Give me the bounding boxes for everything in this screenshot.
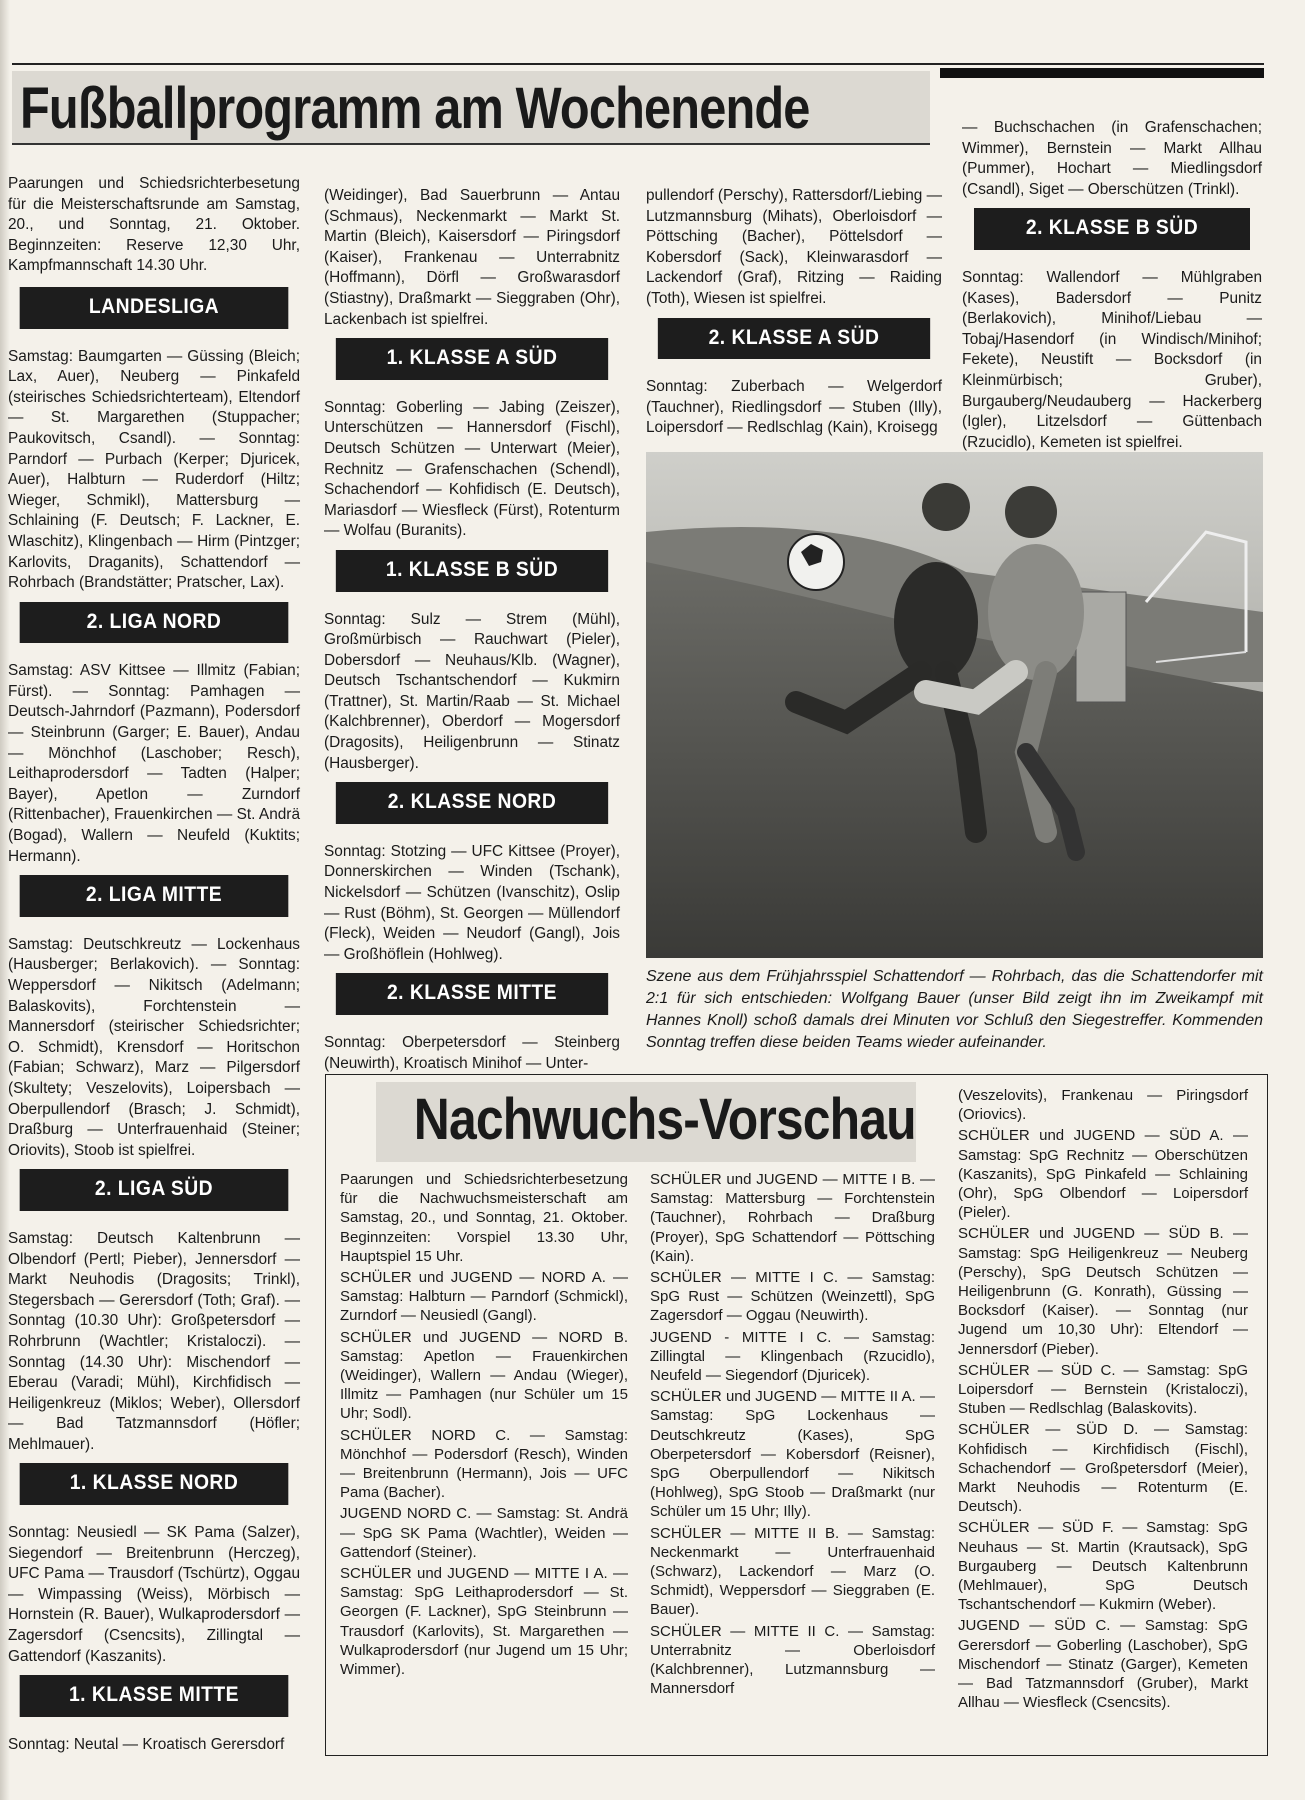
nachwuchs-schueler-sued-f: SCHÜLER — SÜD F. — Samstag: SpG Neuhaus — St. Martin (Krautsack), SpG Burgauberg — Deutsch Kaltenbrunn (Mehlmauer), SpG Deutsch Tschantschendorf — Kukmirn (Weber). (958, 1519, 1248, 1614)
col3-continuation: pullendorf (Perschy), Rattersdorf/Liebing — Lutzmannsburg (Mihats), Oberloisdorf — Pöttsching (Bacher), Pöttelsdorf — Kobersdorf (Sack), Kleinwarasdorf — Lackendorf (Graf), Ritzing — Raiding (Toth), Wiesen ist spielfrei. (646, 187, 942, 307)
nachwuchs-jugend-mitte-1c: JUGEND - MITTE I C. — Samstag: Zillingtal — Klingenbach (Rzucidlo), Neufeld — Siegendorf (Djuricek). (650, 1328, 935, 1385)
nachwuchs-jugend-nord-c: JUGEND NORD C. — Samstag: St. Andrä — SpG SK Pama (Wachtler), Weiden — Gattendorf (Steiner). (340, 1505, 628, 1561)
heading-2-liga-sued: 2. LIGA SÜD (20, 1169, 289, 1211)
football-photo (646, 452, 1263, 958)
col2-continuation: (Weidinger), Bad Sauerbrunn — Antau (Schmaus), Neckenmarkt — Markt St. Martin (Bleich), Kaisersdorf — Piringsdorf (Kaiser), Frankenau — Unterrabnitz (Hoffmann), Dörfl — Großwarasdorf (Stiastny), Draßmarkt — Sieggraben (Ohr), Lackenbach ist spielfrei. (324, 187, 620, 328)
klasse2-a-sued-text: Sonntag: Zuberbach — Welgerdorf (Tauchner), Riedlingsdorf — Stuben (Illy), Loipersdorf — Redlschlag (Kain), Kroisegg (646, 378, 942, 437)
landesliga-text: Samstag: Baumgarten — Güssing (Bleich; Lax, Auer), Neuberg — Pinkafeld (steirisches Schiedsrichterteam), Eltendorf — St. Margarethen (Stuppacher; Paukovitsch, Csandl). — Sonntag: Parndorf — Purbach (Kerper; Djuricek, Auer), Halbturn — Ruderdorf (Hiltz; Wieger, Schmikl), Mattersburg — Schlaining (F. Deutsch; F. Lackner, E. Wlaschitz), Klingenbach — Hirm (Pintzger; Karlovits, Draganits), Schattendorf — Rohrbach (Brandstätter; Pratscher, Lax). (8, 347, 300, 592)
klasse-mitte-text: Sonntag: Neutal — Kroatisch Gerersdorf (8, 1735, 285, 1753)
heading-1-klasse-b-sued: 1. KLASSE B SÜD (336, 550, 608, 592)
column-2 (324, 186, 620, 1076)
liga-sued-text: Samstag: Deutsch Kaltenbrunn — Olbendorf (Pertl; Pieber), Jennersdorf — Markt Neuhodis (Dragosits; Trinkl), Stegersbach — Gerersdorf (Toth; Graf). — Sonntag (10.30 Uhr): Großpetersdorf — Rohrbrunn (Wachtler; Kristaloczi). — Sonntag (14.30 Uhr): Mischendorf — Eberau (Varadi; Mühl), Kirchfidisch — Heiligenkreuz (Miklos; Weber), Ollersdorf — Bad Tatzmannsdorf (Höfler; Mehlmauer). (8, 1229, 300, 1453)
klasse-b-sued-text: Sonntag: Sulz — Strem (Mühl), Großmürbisch — Rauchwart (Pieler), Dobersdorf — Neuhaus/Klb. (Wagner), Deutsch Tschantschendorf — Kukmirn (Trattner), St. Martin/Raab — St. Michael (Kalchbrenner), Oberdorf — Mogersdorf (Dragosits), Heiligenbrunn — Stinatz (Hausberger). (324, 610, 620, 772)
heading-1-klasse-a-sued: 1. KLASSE A SÜD (336, 338, 608, 380)
klasse-a-sued-text: Sonntag: Goberling — Jabing (Zeiszer), Unterschützen — Hannersdorf (Fischl), Deutsch Schützen — Unterwart (Meier), Rechnitz — Grafenschachen (Schendl), Schachendorf — Kohfidisch (E. Deutsch), Mariasdorf — Wiesfleck (Fürst), Rotenturm — Wolfau (Buranits). (324, 398, 620, 540)
nachwuchs-mitte-2c: SCHÜLER — MITTE II C. — Samstag: Unterrabnitz — Oberloisdorf (Kalchbrenner), Lutzmannsburg — Mannersdorf (650, 1622, 935, 1698)
right-header-bar (940, 68, 1264, 78)
nachwuchs-column-1 (340, 1170, 628, 1681)
heading-1-klasse-mitte: 1. KLASSE MITTE (20, 1675, 289, 1717)
nachwuchs-jugend-sued-c: JUGEND — SÜD C. — Samstag: SpG Gerersdorf — Goberling (Laschober), SpG Mischendorf — Stinatz (Garger), Kemeten — Bad Tatzmannsdorf (Gruber), Markt Allhau — Wiesfleck (Csencsits). (958, 1617, 1248, 1712)
nachwuchs-mitte-1a: SCHÜLER und JUGEND — MITTE I A. — Samstag: SpG Leithaprodersdorf — St. Georgen (F. Lackner), SpG Steinbrunn — Trausdorf (Karlovits), St. Margarethen — Wulkaprodersdorf (nur Jugend um 15 Uhr; Wimmer). (340, 1565, 628, 1679)
intro-text: Paarungen und Schiedsrichterbesetung für die Meisterschaftsrunde am Samstag, 20., und Sonntag, 21. Oktober. Beginnzeiten: Reserve 12,30 Uhr, Kampfmannschaft 14.30 Uhr. (8, 175, 300, 275)
nachwuchs-nord-b: SCHÜLER und JUGEND — NORD B. Samstag: Apetlon — Frauenkirchen (Weidinger), Wallern — Andau (Wieger), Illmitz — Pamhagen (nur Schüler um 15 Uhr; Sodl). (340, 1328, 628, 1423)
page-title: Fußballprogramm am Wochenende (20, 76, 810, 141)
nachwuchs-mitte-1b: SCHÜLER und JUGEND — MITTE I B. — Samstag: Mattersburg — Forchtenstein (Tauchner), Rohrbach — Draßburg (Proyer), SpG Schattendorf — Pöttsching (Kain). (650, 1171, 935, 1265)
klasse-nord-text: Sonntag: Neusiedl — SK Pama (Salzer), Siegendorf — Breitenbrunn (Herczeg), UFC Pama — Trausdorf (Tschürtz), Oggau — Wimpassing (Weiss), Mörbisch — Hornstein (R. Bauer), Wulkaprodersdorf — Zagersdorf (Csencsits), Zillingtal — Gattendorf (Kaszanits). (8, 1524, 300, 1665)
nachwuchs-col3-continuation: (Veszelovits), Frankenau — Piringsdorf (Oriovics). (958, 1087, 1248, 1124)
klasse2-b-sued-text: Sonntag: Wallendorf — Mühlgraben (Kases), Badersdorf — Punitz (Berlakovich), Minihof/Liebau — Tobaj/Hasendorf (in Windisch/Minihof; Fekete), Neustift — Bocksdorf (in Kleinmürbisch; Gruber), Burgauberg/Neudauberg — Hackerberg (Igler), Litzelsdorf — Güttenbach (Rzucidlo), Kemeten ist spielfrei. (962, 268, 1262, 451)
nachwuchs-sued-b: SCHÜLER und JUGEND — SÜD B. — Samstag: SpG Heiligenkreuz — Neuberg (Perschy), SpG Deutsch Schützen — Heiligenbrunn (G. Konrath), Güssing — Bocksdorf (Kaiser). — Sonntag (nur Jugend um 10,30 Uhr): Eltendorf — Jennersdorf (Pieber). (958, 1225, 1248, 1358)
klasse2-mitte-text: Sonntag: Oberpetersdorf — Steinberg (Neuwirth), Kroatisch Minihof — Unter- (324, 1034, 620, 1072)
nachwuchs-title-box (376, 1082, 916, 1162)
heading-2-klasse-a-sued: 2. KLASSE A SÜD (658, 318, 930, 360)
main-title-box (12, 71, 930, 145)
liga-mitte-text: Samstag: Deutschkreutz — Lockenhaus (Hausberger; Berlakovich). — Sonntag: Weppersdorf — Nikitsch (Adelmann; Balaskovits), Forchtenstein — Mannersdorf (steirischer Schiedsrichter; O. Schmidt), Krensdorf — Horitschon (Fabian; Schwarz), Marz — Pilgersdorf (Skultety; Veszelovits), Loipersbach — Oberpullendorf (Brasch; J. Schmidt), Draßburg — Unterfrauenhaid (Steiner; Oriovits), Stoob ist spielfrei. (8, 935, 300, 1159)
top-rule (12, 63, 1264, 65)
heading-1-klasse-nord: 1. KLASSE NORD (20, 1463, 289, 1505)
nachwuchs-title: Nachwuchs-Vorschau (413, 1087, 916, 1152)
liga-nord-text: Samstag: ASV Kittsee — Illmitz (Fabian; Fürst). — Sonntag: Pamhagen — Deutsch-Jahrndorf (Pazmann), Podersdorf — Steinbrunn (Garger; E. Bauer), Andau — Mönchhof (Laschober; Resch), Leithaprodersdorf — Tadten (Halper; Bayer), Apetlon — Zurndorf (Rittenbacher), Frauenkirchen — St. Andrä (Bogad), Wallern — Neufeld (Kuktits; Hermann). (8, 662, 300, 865)
photo-caption: Szene aus dem Frühjahrsspiel Schattendorf — Rohrbach, das die Schattendorfer mit 2:1 für sich entschieden: Wolfgang Bauer (unser Bild zeigt ihn im Zweikampf mit Hannes Knoll) schoß damals drei Minuten vor Schluß den Siegestreffer. Kommenden Sonntag treffen diese beiden Teams wieder aufeinander. (646, 968, 1263, 1051)
heading-2-klasse-nord: 2. KLASSE NORD (336, 782, 608, 824)
heading-2-liga-mitte: 2. LIGA MITTE (20, 875, 289, 917)
column-1 (8, 174, 300, 1757)
nachwuchs-mitte-2b: SCHÜLER — MITTE II B. — Samstag: Neckenmarkt — Unterfrauenhaid (Schwarz), Lackendorf — Marz (O. Schmidt), Weppersdorf — Sieggraben (E. Bauer). (650, 1524, 935, 1619)
heading-2-liga-nord: 2. LIGA NORD (20, 602, 289, 644)
nachwuchs-sued-a: SCHÜLER und JUGEND — SÜD A. — Samstag: SpG Rechnitz — Oberschützen (Kaszanits), SpG Pinkafeld — Schlaining (Ohr), SpG Olbendorf — Loipersdorf (Pieler). (958, 1127, 1248, 1222)
nachwuchs-schueler-mitte-1c: SCHÜLER — MITTE I C. — Samstag: SpG Rust — Schützen (Weinzettl), SpG Zagersdorf — Oggau (Neuwirth). (650, 1269, 935, 1325)
nachwuchs-column-2 (650, 1170, 935, 1700)
heading-2-klasse-mitte: 2. KLASSE MITTE (336, 973, 608, 1015)
nachwuchs-schueler-sued-d: SCHÜLER — SÜD D. — Samstag: Kohfidisch — Kirchfidisch (Fischl), Schachendorf — Großpetersdorf (Meier), Markt Neuhodis — Rotenturm (E. Deutsch). (958, 1421, 1248, 1516)
nachwuchs-schueler-nord-c: SCHÜLER NORD C. — Samstag: Mönchhof — Podersdorf (Resch), Winden — Breitenbrunn (Hermann), Jois — UFC Pama (Bacher). (340, 1426, 628, 1502)
col4-continuation: — Buchschachen (in Grafenschachen; Wimmer), Bernstein — Markt Allhau (Pummer), Hochart — Miedlingsdorf (Csandl), Siget — Oberschützen (Trinkl). (962, 119, 1262, 198)
nachwuchs-intro: Paarungen und Schiedsrichterbesetzung für die Nachwuchsmeisterschaft am Samstag, 20., und Sonntag, 21. Oktober. Beginnzeiten: Vorspiel 13.30 Uhr, Hauptspiel 15 Uhr. (340, 1171, 628, 1265)
photo-illustration (646, 452, 1263, 958)
column-4 (962, 118, 1262, 455)
nachwuchs-column-3 (958, 1086, 1248, 1715)
column-3 (646, 186, 942, 441)
klasse2-nord-text: Sonntag: Stotzing — UFC Kittsee (Proyer), Donnerskirchen — Winden (Tschank), Nickelsdorf — Schützen (Ivanschitz), Oslip — Rust (Böhm), St. Georgen — Müllendorf (Fleck), Weiden — Neudorf (Gangl), Jois — Großhöflein (Hohlweg). (324, 842, 620, 963)
nachwuchs-nord-a: SCHÜLER und JUGEND — NORD A. — Samstag: Halbturn — Parndorf (Schmickl), Zurndorf — Neusiedl (Gangl). (340, 1269, 628, 1325)
heading-landesliga: LANDESLIGA (20, 287, 289, 329)
nachwuchs-mitte-2a: SCHÜLER und JUGEND — MITTE II A. — Samstag: SpG Lockenhaus — Deutschkreutz (Kases), SpG Oberpetersdorf — Kobersdorf (Reisner), SpG Oberpullendorf — Nikitsch (Hohlweg), SpG Stoob — Draßmarkt (nur Schüler um 15 Uhr; Illy). (650, 1388, 935, 1521)
nachwuchs-schueler-sued-c: SCHÜLER — SÜD C. — Samstag: SpG Loipersdorf — Bernstein (Kristaloczi), Stuben — Redlschlag (Balaskovits). (958, 1361, 1248, 1418)
heading-2-klasse-b-sued: 2. KLASSE B SÜD (974, 208, 1250, 250)
